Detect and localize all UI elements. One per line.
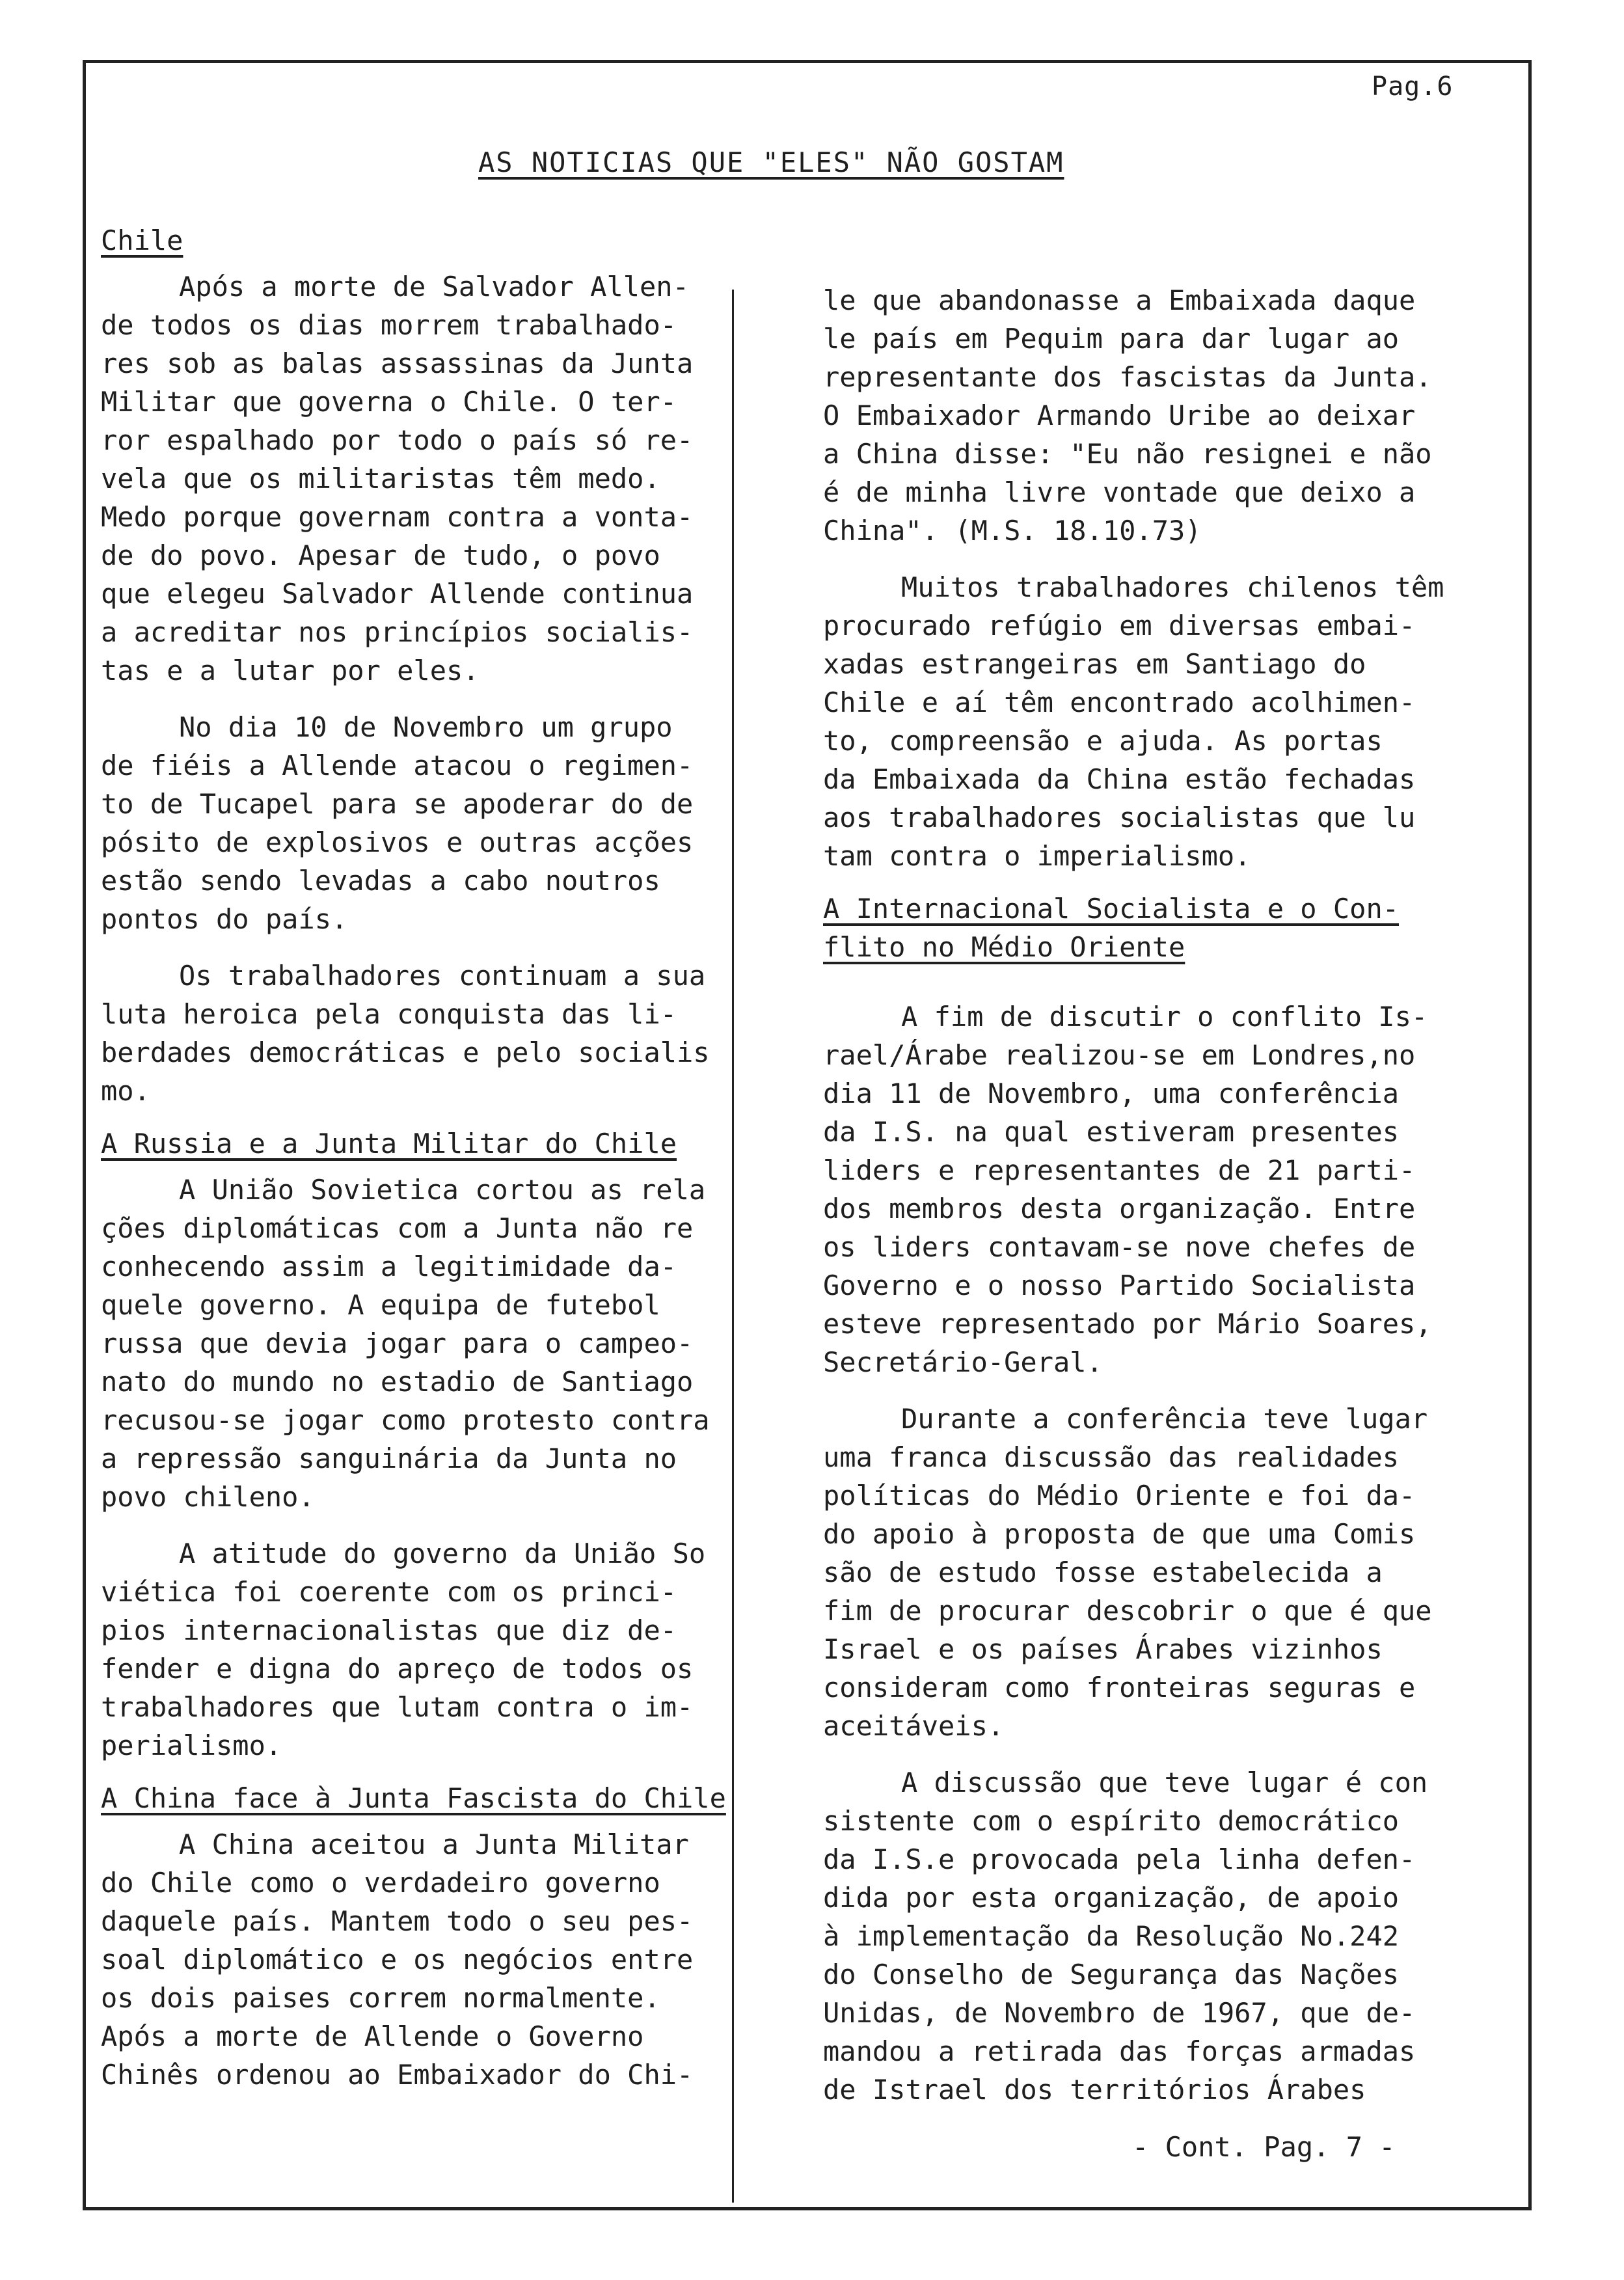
text-line: que elegeu Salvador Allende continua (101, 578, 694, 610)
text-line: são de estudo fosse estabelecida a (823, 1556, 1383, 1588)
text-line: Chinês ordenou ao Embaixador do Chi- (101, 2059, 694, 2091)
text-line: to, compreensão e ajuda. As portas (823, 725, 1383, 757)
text-line: de do povo. Apesar de tudo, o povo (101, 539, 660, 571)
continuation-note: - Cont. Pag. 7 - (1132, 2131, 1396, 2163)
section-heading (823, 889, 1526, 966)
text-line: conhecendo assim a legitimidade da- (101, 1251, 677, 1282)
text-line: estão sendo levadas a cabo noutros (101, 865, 660, 897)
text-line: pósito de explosivos e outras acções (101, 826, 694, 858)
text-line: Após a morte de Allende o Governo (101, 2020, 644, 2052)
text-line: Medo porque governam contra a vonta- (101, 501, 694, 533)
text-line: nato do mundo no estadio de Santiago (101, 1366, 694, 1398)
text-line: mandou a retirada das forças armadas (823, 2035, 1416, 2067)
paragraph (101, 1534, 804, 1765)
text-line: uma franca discussão das realidades (823, 1441, 1400, 1473)
text-line: Militar que governa o Chile. O ter- (101, 386, 677, 418)
text-line: Secretário-Geral. (823, 1346, 1103, 1378)
text-line: fender e digna do apreço de todos os (101, 1653, 694, 1685)
paragraph (101, 708, 804, 938)
left-column (101, 221, 804, 2094)
text-line: esteve representado por Mário Soares, (823, 1308, 1432, 1340)
text-line: os dois paises correm normalmente. (101, 1982, 660, 2014)
text-line: dia 11 de Novembro, uma conferência (823, 1078, 1400, 1109)
paragraph (101, 267, 804, 690)
heading-line: flito no Médio Oriente (823, 931, 1185, 963)
text-line: rael/Árabe realizou-se em Londres,no (823, 1039, 1416, 1071)
text-line: to de Tucapel para se apoderar do de (101, 788, 694, 820)
text-line: viética foi coerente com os princi- (101, 1576, 677, 1608)
text-line: de fiéis a Allende atacou o regimen- (101, 750, 694, 781)
text-line: Chile e aí têm encontrado acolhimen- (823, 686, 1416, 718)
paragraph (823, 1400, 1526, 1745)
paragraph (101, 957, 804, 1110)
text-line: pontos do país. (101, 903, 348, 935)
text-line: liders e representantes de 21 parti- (823, 1154, 1416, 1186)
section-heading: A Russia e a Junta Militar do Chile (101, 1128, 677, 1160)
text-line: da I.S.e provocada pela linha defen- (823, 1843, 1416, 1875)
text-line: aos trabalhadores socialistas que lu (823, 802, 1416, 834)
text-line: tas e a lutar por eles. (101, 655, 480, 686)
text-line: le que abandonasse a Embaixada daque (823, 284, 1416, 316)
text-line: China". (M.S. 18.10.73) (823, 515, 1202, 547)
right-column (823, 221, 1526, 2109)
text-line: A União Sovietica cortou as rela (179, 1174, 706, 1206)
text-line: Após a morte de Salvador Allen- (179, 271, 689, 303)
page-number: Pag.6 (1372, 72, 1454, 102)
text-line: le país em Pequim para dar lugar ao (823, 323, 1400, 355)
text-line: aceitáveis. (823, 1710, 1005, 1742)
text-line: No dia 10 de Novembro um grupo (179, 711, 673, 743)
text-line: vela que os militaristas têm medo. (101, 463, 660, 495)
text-line: xadas estrangeiras em Santiago do (823, 648, 1366, 680)
text-line: A China aceitou a Junta Militar (179, 1828, 689, 1860)
text-line: sistente com o espírito democrático (823, 1805, 1400, 1837)
text-line: berdades democráticas e pelo socialis (101, 1037, 710, 1068)
text-line: fim de procurar descobrir o que é que (823, 1595, 1432, 1627)
text-line: recusou-se jogar como protesto contra (101, 1404, 710, 1436)
text-line: Unidas, de Novembro de 1967, que de- (823, 1997, 1416, 2029)
paragraph (823, 281, 1526, 550)
text-line: povo chileno. (101, 1481, 315, 1513)
text-line: a China disse: "Eu não resignei e não (823, 438, 1432, 470)
text-line: à implementação da Resolução No.242 (823, 1920, 1400, 1952)
text-line: de Istrael dos territórios Árabes (823, 2074, 1366, 2106)
text-line: ções diplomáticas com a Junta não re (101, 1212, 694, 1244)
text-line: soal diplomático e os negócios entre (101, 1944, 694, 1975)
text-line: Governo e o nosso Partido Socialista (823, 1269, 1416, 1301)
text-line: da Embaixada da China estão fechadas (823, 763, 1416, 795)
text-line: da I.S. na qual estiveram presentes (823, 1116, 1400, 1148)
text-line: tam contra o imperialismo. (823, 840, 1251, 872)
text-line: consideram como fronteiras seguras e (823, 1672, 1416, 1703)
heading-line: A Internacional Socialista e o Con- (823, 893, 1400, 925)
text-line: do apoio à proposta de que uma Comis (823, 1518, 1416, 1550)
text-line: de todos os dias morrem trabalhado- (101, 309, 677, 341)
text-line: A fim de discutir o conflito Is- (901, 1001, 1428, 1033)
paragraph (101, 1825, 804, 2094)
text-line: quele governo. A equipa de futebol (101, 1289, 660, 1321)
text-line: do Chile como o verdadeiro governo (101, 1867, 660, 1899)
section-heading: Chile (101, 224, 183, 256)
text-line: representante dos fascistas da Junta. (823, 361, 1432, 393)
text-line: a acreditar nos princípios socialis- (101, 616, 694, 648)
text-line: luta heroica pela conquista das li- (101, 998, 677, 1030)
text-line: perialismo. (101, 1730, 282, 1761)
text-line: mo. (101, 1075, 150, 1107)
text-line: os liders contavam-se nove chefes de (823, 1231, 1416, 1263)
text-line: Os trabalhadores continuam a sua (179, 960, 706, 992)
text-line: O Embaixador Armando Uribe ao deixar (823, 400, 1416, 431)
text-line: daquele país. Mantem todo o seu pes- (101, 1905, 694, 1937)
text-line: dos membros desta organização. Entre (823, 1193, 1416, 1225)
text-line: Israel e os países Árabes vizinhos (823, 1633, 1383, 1665)
text-line: pios internacionalistas que diz de- (101, 1614, 677, 1646)
text-line: do Conselho de Segurança das Nações (823, 1959, 1400, 1990)
text-line: a repressão sanguinária da Junta no (101, 1443, 677, 1474)
text-line: A discussão que teve lugar é con (901, 1767, 1428, 1798)
text-line: dida por esta organização, de apoio (823, 1882, 1400, 1914)
paragraph (823, 1763, 1526, 2109)
text-line: políticas do Médio Oriente e foi da- (823, 1480, 1416, 1512)
text-line: russa que devia jogar para o campeo- (101, 1327, 694, 1359)
paragraph (823, 998, 1526, 1381)
text-line: Muitos trabalhadores chilenos têm (901, 571, 1444, 603)
text-line: é de minha livre vontade que deixo a (823, 476, 1416, 508)
paragraph (101, 1171, 804, 1516)
text-line: A atitude do governo da União So (179, 1538, 706, 1569)
paragraph (823, 568, 1526, 875)
text-line: procurado refúgio em diversas embai- (823, 610, 1416, 642)
text-line: trabalhadores que lutam contra o im- (101, 1691, 694, 1723)
section-heading: A China face à Junta Fascista do Chile (101, 1782, 726, 1814)
text-line: ror espalhado por todo o país só re- (101, 424, 694, 456)
text-line: res sob as balas assassinas da Junta (101, 347, 694, 379)
text-line: Durante a conferência teve lugar (901, 1403, 1428, 1435)
page-title: AS NOTICIAS QUE "ELES" NÃO GOSTAM (478, 146, 1064, 178)
